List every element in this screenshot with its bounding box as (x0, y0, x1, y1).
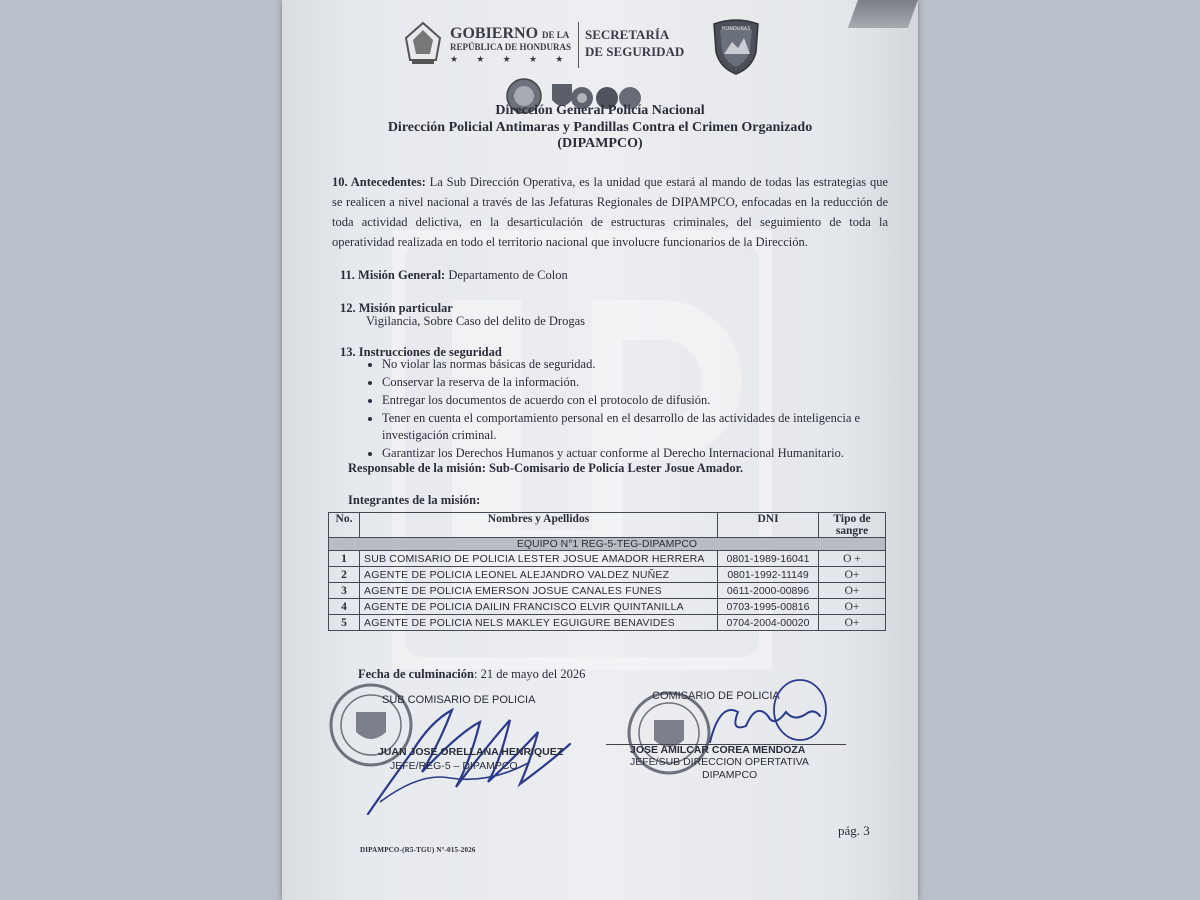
left-signer-name: JUAN JOSE ORELLANA HENRIQUEZ (378, 746, 564, 758)
honduras-emblem-icon (402, 20, 444, 66)
mision-general-text: Departamento de Colon (448, 268, 568, 282)
header-dni: DNI (718, 513, 819, 538)
row-number: 4 (329, 599, 360, 615)
integrantes-label: Integrantes de la misión: (348, 493, 481, 507)
row-name: AGENTE DE POLICIA DAILIN FRANCISCO ELVIR QUINTANILLA (360, 599, 718, 615)
row-blood: O+ (819, 567, 886, 583)
row-number: 2 (329, 567, 360, 583)
list-item: • Conservar la reserva de la información. (382, 374, 892, 391)
row-number: 3 (329, 583, 360, 599)
row-name: SUB COMISARIO DE POLICIA LESTER JOSUE AMADOR HERRERA (360, 551, 718, 567)
mision-general-label: 11. Misión General: (340, 268, 446, 282)
row-blood: O + (819, 551, 886, 567)
mision-particular-text: Vigilancia, Sobre Caso del delito de Drogas (366, 314, 585, 328)
police-badge-icon (710, 18, 762, 76)
header-names: Nombres y Apellidos (360, 513, 718, 538)
secretaria-title: SECRETARÍA DE SEGURIDAD (585, 27, 685, 59)
document-code: DIPAMPCO-(R5-TGU) N°-015-2026 (360, 846, 476, 854)
fecha-culminacion: Fecha de culminación: 21 de mayo del 2026 (358, 667, 586, 681)
table-row (329, 599, 886, 615)
row-name: AGENTE DE POLICIA NELS MAKLEY EGUIGURE BENAVIDES (360, 615, 718, 631)
left-signer-role: JEFE/REG-5 – DIPAMPCO (390, 760, 518, 772)
right-signer-title: COMISARIO DE POLICIA (652, 690, 780, 702)
table-row (329, 551, 886, 567)
responsable-line: Responsable de la misión: Sub-Comisario de Policía Lester Josue Amador. (348, 461, 744, 475)
gov-stars: ★ ★ ★ ★ ★ (450, 54, 572, 64)
row-dni: 0703-1995-00816 (718, 599, 819, 615)
title-line-2: Dirección Policial Antimaras y Pandillas Contra el Crimen Organizado (387, 120, 813, 135)
row-dni: 0611-2000-00896 (718, 583, 819, 599)
header-blood: Tipo de sangre (819, 513, 886, 538)
title-line-1: Dirección General Policía Nacional (495, 103, 705, 118)
row-blood: O+ (819, 583, 886, 599)
document-page (282, 0, 918, 900)
table-row (329, 567, 886, 583)
right-signer-role: JEFE/SUB DIRECCION OPERTATIVA (630, 756, 809, 768)
title-line-3: (DIPAMPCO) (557, 136, 643, 151)
section-antecedentes (332, 172, 888, 252)
list-item: • Entregar los documentos de acuerdo con el protocolo de difusión. (382, 392, 892, 409)
row-dni: 0704-2004-00020 (718, 615, 819, 631)
mision-particular-label: 12. Misión particular (340, 301, 453, 315)
antecedentes-text: La Sub Dirección Operativa, es la unidad que estará al mando de todas las estrategias que se realicen a nivel nacional a través de las Jefaturas Regionales de DIPAMPCO, enfocadas en la reducción de toda actividad delictiva, en la desarticulación de estructuras criminales, del seguimiento de toda la operatividad realizada en todo el territorio nacional que involucre funcionarios de la Dirección. (332, 175, 888, 249)
list-item: • Garantizar los Derechos Humanos y actuar conforme al Derecho Internacional Humanitario. (382, 445, 892, 462)
row-blood: O+ (819, 599, 886, 615)
header-no: No. (329, 513, 360, 538)
header-divider (578, 22, 579, 68)
members-table (328, 512, 886, 631)
team-label: EQUIPO N°1 REG-5-TEG-DIPAMPCO (329, 538, 886, 551)
list-item: • No violar las normas básicas de seguridad. (382, 356, 892, 373)
list-item: • Tener en cuenta el comportamiento personal en el desarrollo de las actividades de inteligencia e investigación criminal. (382, 410, 892, 444)
gov-title: GOBIERNO DE LA (450, 25, 570, 42)
table-row (329, 615, 886, 631)
right-signer-name: JOSE AMILCAR COREA MENDOZA (630, 744, 806, 756)
right-signer-org: DIPAMPCO (702, 769, 758, 781)
antecedentes-label: 10. Antecedentes: (332, 175, 426, 189)
badge-label: HONDURAS (721, 26, 751, 32)
letterhead (282, 10, 918, 110)
row-name: AGENTE DE POLICIA LEONEL ALEJANDRO VALDEZ NUÑEZ (360, 567, 718, 583)
page-number: pág. 3 (838, 823, 870, 838)
row-number: 1 (329, 551, 360, 567)
row-dni: 0801-1989-16041 (718, 551, 819, 567)
row-number: 5 (329, 615, 360, 631)
team-row (329, 538, 886, 551)
table-header-row (329, 513, 886, 538)
section-mision-general (340, 265, 568, 285)
instrucciones-label: 13. Instrucciones de seguridad (340, 345, 502, 359)
left-signer-title: SUB COMISARIO DE POLICIA (382, 694, 536, 706)
gov-subtitle: REPÚBLICA DE HONDURAS (450, 42, 572, 52)
instrucciones-list (362, 356, 892, 463)
row-dni: 0801-1992-11149 (718, 567, 819, 583)
table-row (329, 583, 886, 599)
row-name: AGENTE DE POLICIA EMERSON JOSUE CANALES FUNES (360, 583, 718, 599)
row-blood: O+ (819, 615, 886, 631)
